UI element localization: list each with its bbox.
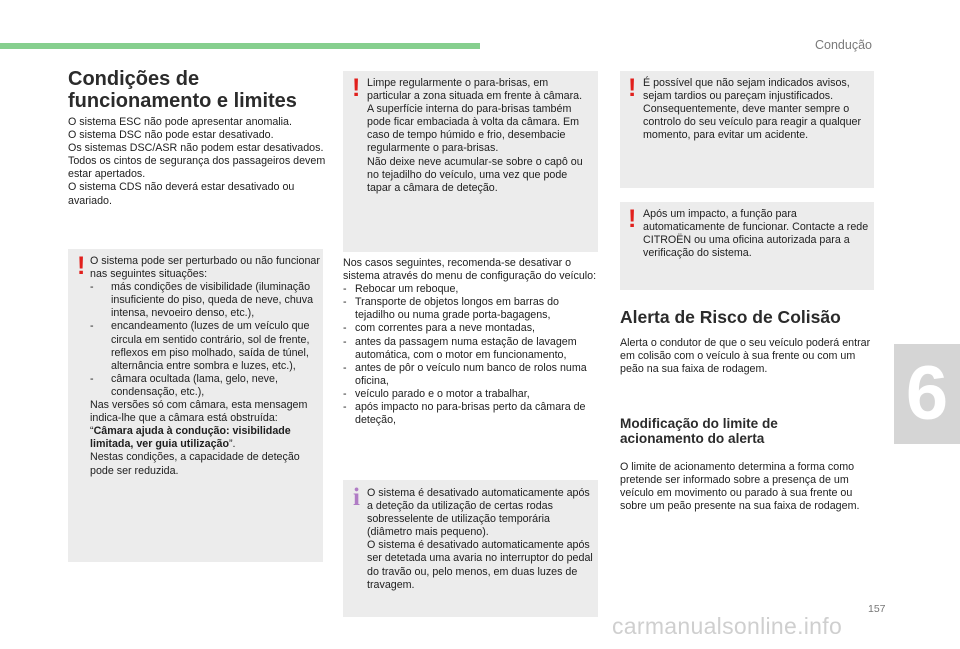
list-item: - Rebocar um reboque, (343, 283, 598, 296)
intro-line: O sistema ESC não pode apresentar anomalia. (68, 116, 292, 128)
watermark: carmanualsonline.info (612, 613, 843, 639)
list-item: - encandeamento (luzes de um veículo que circula em sentido contrário, sol de frente, reflexos em piso molhado, saída de túnel, alternância entre sombra e luzes, etc.), (90, 320, 320, 372)
collision-alert-title: Alerta de Risco de Colisão (620, 307, 841, 327)
page-title (68, 68, 297, 112)
list-item: - após impacto no para-brisas perto da câmara de deteção, (343, 401, 598, 427)
intro-line: O sistema DSC não pode estar desativado. (68, 129, 274, 142)
header-accent-bar (0, 43, 480, 49)
warning-icon: ! (628, 205, 637, 233)
collision-alert-intro: Alerta o condutor de que o seu veículo poderá entrar em colisão com o veículo à sua frente ou com um peão na sua faixa de rodagem. (620, 337, 871, 376)
threshold-subtitle-line1: Modificação do limite de (620, 416, 778, 431)
chapter-tab: 6 (894, 344, 960, 444)
list-item: - câmara ocultada (lama, gelo, neve, condensação, etc.), (90, 373, 320, 399)
windscreen-paragraph: Limpe regularmente o para-brisas, em particular a zona situada em frente à câmara. (367, 77, 583, 103)
list-item: - veículo parado e o motor a trabalhar, (343, 388, 598, 401)
warning-box-alerts (620, 71, 874, 188)
warning-icon: ! (352, 74, 361, 102)
info-paragraph: O sistema é desativado automaticamente após a deteção da utilização de certas rodas sobresselente de utilização temporária (diâmetro mais pequeno). (367, 487, 590, 539)
section-title: Condução (815, 38, 872, 52)
intro-line: Os sistemas DSC/ASR não podem estar desativados. (68, 142, 324, 155)
warning-icon: ! (628, 74, 637, 102)
windscreen-paragraph: Não deixe neve acumular-se sobre o capô ou no tejadilho do veículo, uma vez que pode tapar a câmara de deteção. (367, 155, 583, 194)
deactivation-lead: Nos casos seguintes, recomenda-se desativar o sistema através do menu de configuração do veículo: (343, 257, 597, 283)
camera-message-paragraph: Nas versões só com câmara, esta mensagem indica-lhe que a câmara está obstruída: “Câmara ajuda à condução: visibilidade limitada, ver guia utilização”. (90, 399, 308, 451)
info-icon: i (353, 484, 360, 511)
impact-paragraph: Após um impacto, a função para automaticamente de funcionar. Contacte a rede CITROËN ou uma oficina autorizada para a verificação do sistema. (643, 208, 869, 260)
threshold-body: O limite de acionamento determina a forma como pretende ser informado sobre a presença de um veículo em movimento ou parado à sua frente ou sobre um peão presente na sua faixa de rodagem. (620, 461, 860, 513)
conditions-intro (68, 116, 326, 208)
list-item: - com correntes para a neve montadas, (343, 322, 598, 335)
list-item: - antes de pôr o veículo num banco de rolos numa oficina, (343, 362, 598, 388)
camera-message-bold: Câmara ajuda à condução: visibilidade limitada, ver guia utilização (90, 425, 291, 451)
list-item: - antes da passagem numa estação de lavagem automática, com o motor em funcionamento, (343, 336, 598, 362)
info-box-auto-deactivation (343, 480, 598, 617)
deactivation-section (343, 257, 598, 427)
page-title-line2: funcionamento e limites (68, 90, 297, 112)
alerts-paragraph: Consequentemente, deve manter sempre o controlo do seu veículo para reagir a qualquer momento, para evitar um acidente. (643, 103, 862, 142)
warning-box-impact (620, 202, 874, 290)
detection-reduced-note: Nestas condições, a capacidade de deteção pode ser reduzida. (90, 451, 300, 477)
page-title-line1: Condições de (68, 68, 200, 90)
warning-icon: ! (77, 252, 86, 280)
intro-line: O sistema CDS não deverá estar desativado ou avariado. (68, 181, 295, 207)
windscreen-paragraph: A superfície interna do para-brisas também pode ficar embaciada à volta da câmara. Em caso de tempo húmido e frio, desembacie regularmente o para-brisas. (367, 103, 580, 155)
threshold-subtitle-line2: acionamento do alerta (620, 431, 765, 446)
warning-box-perturbations (68, 249, 323, 562)
warning-box-windscreen (343, 71, 598, 252)
page-number: 157 (868, 603, 886, 615)
warning-lead: O sistema pode ser perturbado ou não funcionar nas seguintes situações: (90, 255, 320, 281)
list-item: - más condições de visibilidade (iluminação insuficiente do piso, queda de neve, chuva intensa, nevoeiro denso, etc.), (90, 281, 320, 320)
threshold-subtitle (620, 416, 778, 446)
alerts-paragraph: É possível que não sejam indicados avisos, sejam tardios ou pareçam injustificados. (643, 77, 850, 103)
intro-line: Todos os cintos de segurança dos passageiros devem estar apertados. (68, 155, 326, 181)
info-paragraph: O sistema é desativado automaticamente após ser detetada uma avaria no interruptor do pedal do travão ou, pelo menos, em duas luzes de travagem. (367, 539, 593, 591)
list-item: - Transporte de objetos longos em barras do tejadilho ou numa grade porta-bagagens, (343, 296, 598, 322)
